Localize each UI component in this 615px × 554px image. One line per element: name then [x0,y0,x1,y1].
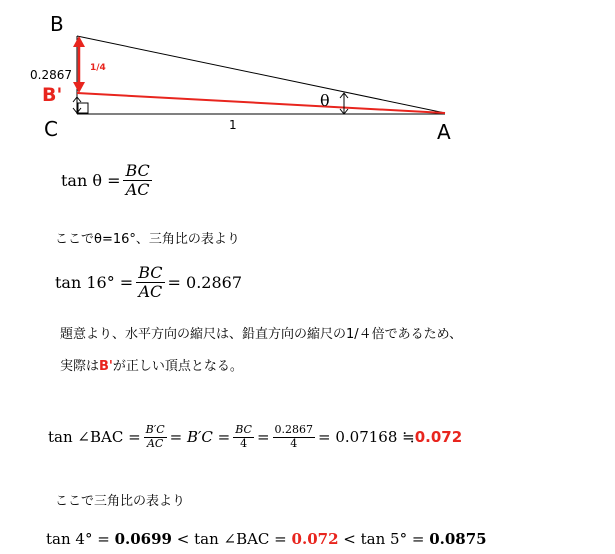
text-theta-16: ここでθ=16°、三角比の表より [55,232,240,247]
eq2-denominator: AC [138,282,163,302]
equation-tan-bac [48,424,462,450]
eq3-result: 0.072 [414,428,463,447]
paragraph-line-2-pre: 実際は [60,359,100,374]
eq3-f3-denominator: 4 [290,436,298,450]
eq3-fraction-1 [144,424,167,450]
eq3-equals: = [256,428,270,447]
eq3-lhs: tan ∠BAC = [48,428,141,447]
triangle-diagram [0,0,615,150]
paragraph-line-2-post: が正しい頂点となる。 [112,359,243,374]
eq3-f1-denominator: AC [146,436,164,450]
equation-tan-theta [61,162,155,200]
eq1-numerator: BC [125,161,150,180]
right-angle-mark [78,103,88,113]
label-b: B [50,12,64,36]
eq3-f1-numerator: B′C [145,423,165,436]
eq4-value-3: 0.0875 [429,530,487,548]
paragraph-line-2 [60,355,243,374]
eq2-lhs: tan 16° = [55,273,134,293]
eq4-part-3: < tan 5° = [343,530,425,548]
eq2-rhs: = 0.2867 [167,273,242,293]
quarter-arrow-head-down [73,82,85,93]
label-bc-value: 0.2867 [30,68,72,82]
label-c: C [44,117,58,141]
label-quarter: 1/4 [90,63,106,73]
eq1-denominator: AC [125,180,150,200]
eq3-rhs: = 0.07168 ≒ [318,428,415,447]
label-a: A [437,120,451,144]
inequality-row [46,530,487,548]
eq1-lhs: tan θ = [61,171,121,191]
eq4-value-2: 0.072 [291,530,339,548]
eq4-part-1: tan 4° = [46,530,110,548]
hypotenuse-ba [77,36,445,113]
eq3-f2-numerator: BC [235,423,252,436]
label-theta: θ [320,91,330,110]
eq3-mid: = B′C = [169,428,231,447]
text-table-lookup: ここで三角比の表より [55,494,186,509]
eq2-fraction [136,264,164,302]
label-base-length: 1 [229,118,237,132]
eq3-fraction-2 [233,424,254,450]
paragraph-b-prime: B' [99,359,113,374]
paragraph-line-1: 題意より、水平方向の縮尺は、鉛直方向の縮尺の1/４倍であるため、 [60,327,463,342]
eq3-f2-denominator: 4 [240,436,248,450]
hypotenuse-b-prime-a [77,93,445,113]
eq3-f3-numerator: 0.2867 [274,423,314,436]
eq4-part-2: < tan ∠BAC = [176,530,287,548]
equation-tan-16 [55,264,242,302]
label-b-prime: B' [42,84,63,106]
eq4-value-1: 0.0699 [114,530,172,548]
eq2-numerator: BC [138,263,163,282]
eq3-fraction-3 [273,424,316,450]
eq1-fraction [123,162,151,200]
